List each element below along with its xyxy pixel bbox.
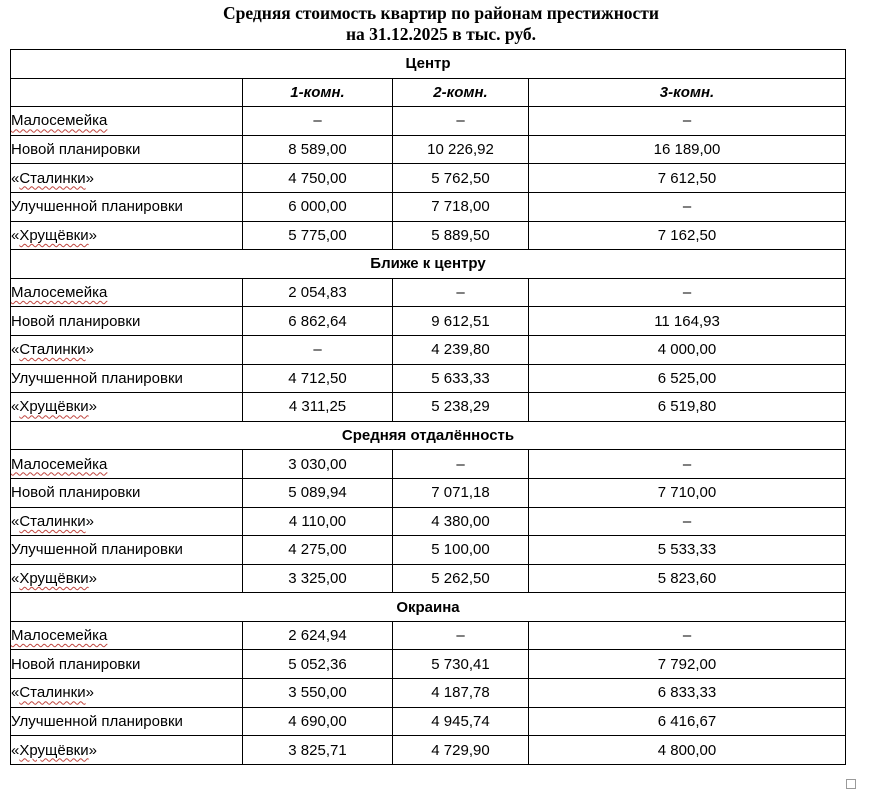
value-cell[interactable]: 4 945,74 xyxy=(393,707,529,736)
title-line-2: на 31.12.2025 в тыс. руб. xyxy=(345,23,537,44)
value-cell[interactable]: 5 889,50 xyxy=(393,221,529,250)
table-row xyxy=(11,278,846,307)
value-cell[interactable]: 5 730,41 xyxy=(393,650,529,679)
table-row xyxy=(11,536,846,565)
row-label-cell[interactable] xyxy=(11,278,243,307)
document-title xyxy=(0,0,882,44)
row-label-cell[interactable] xyxy=(11,450,243,479)
value-cell[interactable]: 3 030,00 xyxy=(243,450,393,479)
value-cell[interactable]: 9 612,51 xyxy=(393,307,529,336)
row-label-cell[interactable] xyxy=(11,107,243,136)
value-cell[interactable]: 5 089,94 xyxy=(243,478,393,507)
value-cell[interactable]: 4 239,80 xyxy=(393,335,529,364)
value-cell[interactable]: 7 710,00 xyxy=(529,478,846,507)
table-row xyxy=(11,679,846,708)
value-cell[interactable]: 10 226,92 xyxy=(393,135,529,164)
value-cell[interactable]: – xyxy=(393,450,529,479)
value-cell[interactable]: 5 052,36 xyxy=(243,650,393,679)
misspelled-word: Малосемейка xyxy=(11,627,108,645)
value-cell[interactable]: 6 416,67 xyxy=(529,707,846,736)
value-cell[interactable]: 6 525,00 xyxy=(529,364,846,393)
section-title[interactable]: Центр xyxy=(11,50,846,79)
value-cell[interactable]: 8 589,00 xyxy=(243,135,393,164)
value-cell[interactable]: 6 000,00 xyxy=(243,192,393,221)
value-cell[interactable]: 5 238,29 xyxy=(393,393,529,422)
row-label-cell[interactable]: «Сталинки» xyxy=(11,507,243,536)
table-row xyxy=(11,621,846,650)
section-header-row xyxy=(11,50,846,79)
row-label-cell[interactable]: «Сталинки» xyxy=(11,679,243,708)
section-title[interactable]: Средняя отдалённость xyxy=(11,421,846,450)
row-label-cell[interactable]: «Хрущёвки» xyxy=(11,564,243,593)
table-row xyxy=(11,450,846,479)
value-cell[interactable]: – xyxy=(393,107,529,136)
row-label-cell[interactable]: «Хрущёвки» xyxy=(11,393,243,422)
value-cell[interactable]: 4 800,00 xyxy=(529,736,846,765)
value-cell[interactable]: 5 533,33 xyxy=(529,536,846,565)
corner-cell[interactable] xyxy=(11,78,243,107)
table-row xyxy=(11,135,846,164)
table-row xyxy=(11,650,846,679)
row-label-cell[interactable] xyxy=(11,621,243,650)
table-row xyxy=(11,564,846,593)
value-cell[interactable]: 4 275,00 xyxy=(243,536,393,565)
value-cell[interactable]: 5 775,00 xyxy=(243,221,393,250)
column-header-3-rooms[interactable]: 3-комн. xyxy=(529,78,846,107)
section-header-row xyxy=(11,250,846,279)
table-row xyxy=(11,335,846,364)
table-row xyxy=(11,707,846,736)
value-cell[interactable]: – xyxy=(529,621,846,650)
column-header-2-rooms[interactable]: 2-комн. xyxy=(393,78,529,107)
value-cell[interactable]: 11 164,93 xyxy=(529,307,846,336)
section-title[interactable]: Окраина xyxy=(11,593,846,622)
misspelled-word: Сталинки xyxy=(19,512,86,530)
value-cell[interactable]: – xyxy=(529,192,846,221)
table-row xyxy=(11,192,846,221)
value-cell[interactable]: 4 712,50 xyxy=(243,364,393,393)
misspelled-word: Малосемейка xyxy=(11,284,108,302)
misspelled-word: Хрущёвки xyxy=(19,741,89,759)
value-cell[interactable]: 3 550,00 xyxy=(243,679,393,708)
table-row xyxy=(11,736,846,765)
section-header-row xyxy=(11,421,846,450)
value-cell[interactable]: 2 624,94 xyxy=(243,621,393,650)
misspelled-word: Сталинки xyxy=(19,169,86,187)
value-cell[interactable]: – xyxy=(529,107,846,136)
misspelled-word: Сталинки xyxy=(19,684,86,702)
value-cell[interactable]: 6 862,64 xyxy=(243,307,393,336)
value-cell[interactable]: 4 380,00 xyxy=(393,507,529,536)
value-cell[interactable]: 3 825,71 xyxy=(243,736,393,765)
column-header-1-rooms[interactable]: 1-комн. xyxy=(243,78,393,107)
row-label-cell[interactable]: «Сталинки» xyxy=(11,164,243,193)
value-cell[interactable]: 2 054,83 xyxy=(243,278,393,307)
row-label-cell[interactable]: «Сталинки» xyxy=(11,335,243,364)
price-table-body xyxy=(11,50,846,765)
value-cell[interactable]: 4 750,00 xyxy=(243,164,393,193)
value-cell[interactable]: 5 100,00 xyxy=(393,536,529,565)
row-label-cell[interactable]: Новой планировки xyxy=(11,650,243,679)
value-cell[interactable]: 7 718,00 xyxy=(393,192,529,221)
value-cell[interactable]: 3 325,00 xyxy=(243,564,393,593)
misspelled-word: Хрущёвки xyxy=(19,398,89,416)
row-label-cell[interactable]: Улучшенной планировки xyxy=(11,536,243,565)
table-row xyxy=(11,393,846,422)
table-row xyxy=(11,221,846,250)
value-cell[interactable]: 5 262,50 xyxy=(393,564,529,593)
table-row xyxy=(11,478,846,507)
row-label-cell[interactable]: Новой планировки xyxy=(11,135,243,164)
value-cell[interactable]: 4 729,90 xyxy=(393,736,529,765)
misspelled-word: Хрущёвки xyxy=(19,569,89,587)
table-row xyxy=(11,164,846,193)
value-cell[interactable]: 4 000,00 xyxy=(529,335,846,364)
value-cell[interactable]: 5 633,33 xyxy=(393,364,529,393)
section-title[interactable]: Ближе к центру xyxy=(11,250,846,279)
row-label-cell[interactable]: «Хрущёвки» xyxy=(11,221,243,250)
row-label-cell[interactable]: «Хрущёвки» xyxy=(11,736,243,765)
table-row xyxy=(11,107,846,136)
value-cell[interactable]: 4 110,00 xyxy=(243,507,393,536)
value-cell[interactable]: 5 823,60 xyxy=(529,564,846,593)
table-row xyxy=(11,364,846,393)
table-row xyxy=(11,307,846,336)
value-cell[interactable]: 7 612,50 xyxy=(529,164,846,193)
value-cell[interactable]: 7 071,18 xyxy=(393,478,529,507)
section-header-row xyxy=(11,593,846,622)
value-cell[interactable]: – xyxy=(243,107,393,136)
value-cell[interactable]: – xyxy=(529,450,846,479)
value-cell[interactable]: 6 833,33 xyxy=(529,679,846,708)
value-cell[interactable]: – xyxy=(529,507,846,536)
row-label-cell[interactable]: Улучшенной планировки xyxy=(11,707,243,736)
apartment-price-table xyxy=(10,49,846,765)
value-cell[interactable]: 4 690,00 xyxy=(243,707,393,736)
misspelled-word: Малосемейка xyxy=(11,112,108,130)
value-cell[interactable]: 4 187,78 xyxy=(393,679,529,708)
value-cell[interactable]: – xyxy=(529,278,846,307)
column-header-row xyxy=(11,78,846,107)
value-cell[interactable]: 6 519,80 xyxy=(529,393,846,422)
table-row xyxy=(11,507,846,536)
title-line-1: Средняя стоимость квартир по районам престижности xyxy=(223,3,659,23)
misspelled-word: Хрущёвки xyxy=(19,226,89,244)
value-cell[interactable]: 16 189,00 xyxy=(529,135,846,164)
misspelled-word: Малосемейка xyxy=(11,455,108,473)
value-cell[interactable]: – xyxy=(393,278,529,307)
row-label-cell[interactable]: Улучшенной планировки xyxy=(11,192,243,221)
row-label-cell[interactable]: Улучшенной планировки xyxy=(11,364,243,393)
value-cell[interactable]: 4 311,25 xyxy=(243,393,393,422)
row-label-cell[interactable]: Новой планировки xyxy=(11,307,243,336)
row-label-cell[interactable]: Новой планировки xyxy=(11,478,243,507)
value-cell[interactable]: 5 762,50 xyxy=(393,164,529,193)
table-resize-handle[interactable] xyxy=(846,779,856,789)
value-cell[interactable]: 7 792,00 xyxy=(529,650,846,679)
value-cell[interactable]: 7 162,50 xyxy=(529,221,846,250)
value-cell[interactable]: – xyxy=(243,335,393,364)
value-cell[interactable]: – xyxy=(393,621,529,650)
misspelled-word: Сталинки xyxy=(19,341,86,359)
